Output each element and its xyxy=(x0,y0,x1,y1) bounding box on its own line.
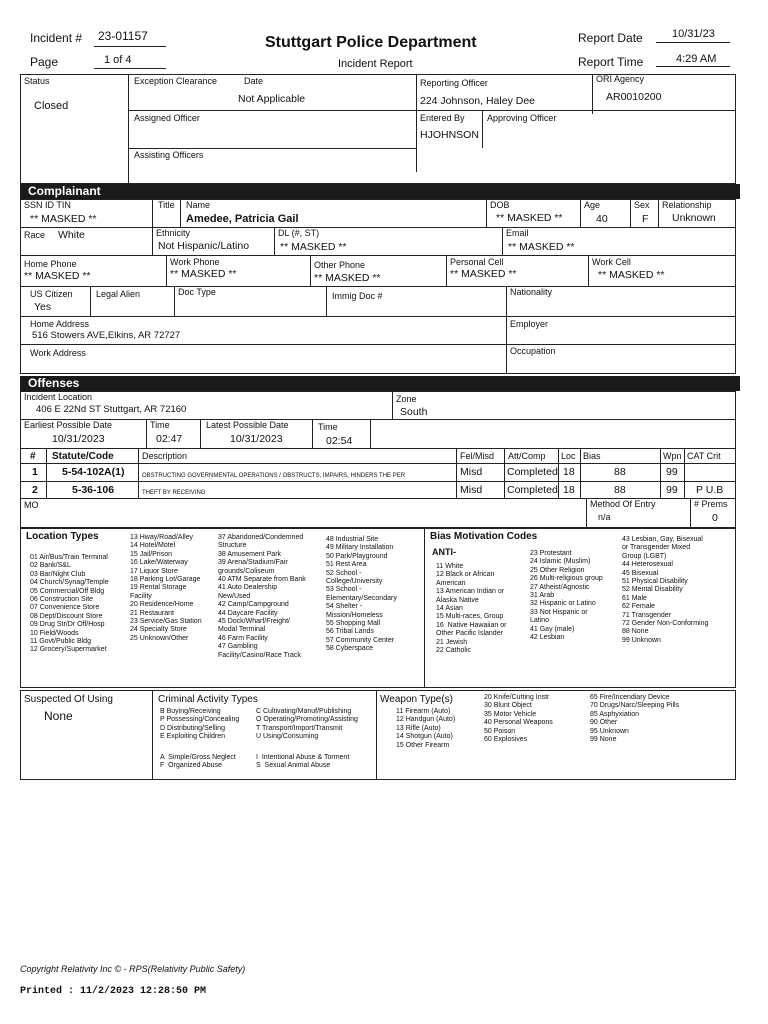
footer-copyright: Copyright Relativity Inc © - RPS(Relativity Public Safety) xyxy=(20,964,246,974)
bias-codes-label: Bias Motivation Codes xyxy=(430,531,538,542)
assigned-officer-label: Assigned Officer xyxy=(134,113,200,123)
reporting-officer-label: Reporting Officer xyxy=(420,78,488,88)
home-address-value: 516 Stowers AVE,Elkins, AR 72727 xyxy=(32,330,181,341)
other-phone-value: ** MASKED ** xyxy=(314,272,381,284)
offense-row-1-desc: OBSTRUCTING GOVERNMENTAL OPERATIONS / OBSTRUCTS, IMPAIRS, HINDERS THE PER xyxy=(142,473,406,479)
page-number: 1 of 4 xyxy=(104,54,132,66)
offense-row-1-loc: 18 xyxy=(563,466,575,478)
personal-cell-label: Personal Cell xyxy=(450,257,504,267)
other-phone-label: Other Phone xyxy=(314,260,366,270)
incident-number: 23-01157 xyxy=(98,29,148,43)
email-value: ** MASKED ** xyxy=(508,241,575,253)
method-entry-label: Method Of Entry xyxy=(590,499,656,509)
entered-by-label: Entered By xyxy=(420,113,465,123)
work-phone-value: ** MASKED ** xyxy=(170,268,237,280)
ethnicity-value: Not Hispanic/Latino xyxy=(158,240,250,252)
ori-agency-label: ORI Agency xyxy=(596,74,645,84)
offenses-section-band: Offenses xyxy=(20,376,740,391)
name-label: Name xyxy=(186,200,211,210)
reporting-officer: 224 Johnson, Haley Dee xyxy=(420,95,535,107)
dob-value: ** MASKED ** xyxy=(496,212,563,224)
offense-row-2-attcomp: Completed xyxy=(507,484,558,496)
latest-date: 10/31/2023 xyxy=(230,433,283,445)
report-time: 4:29 AM xyxy=(676,53,717,65)
title-label: Title xyxy=(158,200,175,210)
page-label: Page xyxy=(30,55,59,69)
dl-label: DL (#, ST) xyxy=(278,228,320,238)
premises-label: # Prems xyxy=(694,499,728,509)
work-cell-label: Work Cell xyxy=(592,257,631,267)
suspected-using-value: None xyxy=(44,709,73,723)
relationship-label: Relationship xyxy=(662,200,712,210)
latest-time-label: Time xyxy=(318,422,338,432)
incident-location: 406 E 22Nd ST Stuttgart, AR 72160 xyxy=(36,404,187,415)
offense-col-desc: Description xyxy=(142,451,188,461)
sex-label: Sex xyxy=(634,200,650,210)
email-label: Email xyxy=(506,228,529,238)
suspected-using-label: Suspected Of Using xyxy=(24,694,113,705)
offense-col-loc: Loc xyxy=(561,451,576,461)
doc-type-label: Doc Type xyxy=(178,287,216,297)
offense-row-1-bias: 88 xyxy=(614,466,626,478)
offense-row-2-bias: 88 xyxy=(614,484,626,496)
latest-date-label: Latest Possible Date xyxy=(206,420,289,430)
offense-row-2-cat: P U.B xyxy=(696,484,724,496)
latest-time: 02:54 xyxy=(326,435,353,447)
weapon-types-col-3: 65 Fire/Incendiary Device 70 Drugs/Narc/Sleeping Pills 85 Asphyxiation 90 Other 95 Unknown 99 None xyxy=(590,694,680,744)
bias-codes-col-1: 11 White 12 Black or African American 13 American Indian or Alaska Native 14 Asian 15 Multi-races, Group 16 Native Hawaiian or Other Pacific Islander 21 Jewish 22 Catholic xyxy=(436,563,507,655)
immig-doc-label: Immig Doc # xyxy=(332,291,383,301)
offense-row-2-num: 2 xyxy=(32,484,38,496)
home-phone-label: Home Phone xyxy=(24,259,77,269)
status-value: Closed xyxy=(34,100,69,112)
zone-label: Zone xyxy=(396,394,417,404)
personal-cell-value: ** MASKED ** xyxy=(450,268,517,280)
bias-codes-col-2: 23 Protestant 24 Islamic (Muslim) 25 Other Religion 26 Multi-religious group 27 Atheist/Agnostic 31 Arab 32 Hispanic or Latino 33 Not Hispanic or Latino 41 Gay (male) 42 Lesbian xyxy=(530,550,603,642)
exception-date-label: Date xyxy=(244,76,264,86)
report-date: 10/31/23 xyxy=(672,28,715,40)
relationship-value: Unknown xyxy=(672,212,716,224)
offense-col-num: # xyxy=(30,451,36,462)
incident-report-page xyxy=(20,18,740,1008)
offense-col-cat: CAT Crit xyxy=(687,451,721,461)
ssn-value: ** MASKED ** xyxy=(30,213,97,225)
approving-officer-label: Approving Officer xyxy=(487,113,557,123)
exception-clearance-value: Not Applicable xyxy=(238,93,306,105)
offense-col-bias: Bias xyxy=(583,451,601,461)
offense-row-1-attcomp: Completed xyxy=(507,466,558,478)
offense-row-2-wpn: 99 xyxy=(666,484,678,496)
criminal-activity-label: Criminal Activity Types xyxy=(158,694,258,705)
sex-value: F xyxy=(642,213,649,225)
nationality-label: Nationality xyxy=(510,287,553,297)
us-citizen-value: Yes xyxy=(34,301,52,313)
report-date-label: Report Date xyxy=(578,31,643,45)
report-time-label: Report Time xyxy=(578,55,644,69)
dob-label: DOB xyxy=(490,200,510,210)
offense-col-wpn: Wpn xyxy=(663,451,682,461)
employer-label: Employer xyxy=(510,319,549,329)
weapon-types-col-1: 11 Firearm (Auto) 12 Handgun (Auto) 13 Rifle (Auto) 14 Shotgun (Auto) 15 Other Firearm xyxy=(396,708,456,749)
race-label: Race xyxy=(24,230,46,240)
location-types-col-2: 13 Hway/Road/Alley 14 Hotel/Motel 15 Jail/Prison 16 Lake/Waterway 17 Liquor Store 18 Parking Lot/Garage 19 Rental Storage Facility 20 Residence/Home 21 Restaurant 23 Service/Gas Station 24 Specialty Store 25 Unknown/Other xyxy=(130,534,202,642)
location-types-col-3: 37 Abandoned/Condemned Structure 38 Amusement Park 39 Arena/Stadium/Fair grounds/Coliseum 40 ATM Separate from Bank 41 Auto Dealership New/Used 42 Camp/Campground 44 Daycare Facility 45 Dock/Wharf/Freight/ Modal Terminal 46 Farm Facility 47 Gambling Facility/Casino/Race Track xyxy=(218,534,306,659)
ssn-label: SSN ID TIN xyxy=(24,200,71,210)
offense-row-1-felmisd: Misd xyxy=(460,466,483,478)
earliest-date: 10/31/2023 xyxy=(52,433,105,445)
work-phone-label: Work Phone xyxy=(170,257,220,267)
earliest-time-label: Time xyxy=(150,420,170,430)
incident-number-label: Incident # xyxy=(30,31,83,45)
location-types-col-1: 01 Air/Bus/Train Terminal 02 Bank/S&L 03 Bar/Night Club 04 Church/Synag/Temple 05 Commercial/Off Bldg 06 Construction Site 07 Convenience Store 08 Dept/Discount Store 09 Drug Str/Dr Off/Hosp 10 Field/Woods 11 Govt/Public Bldg 12 Grocery/Supermarket xyxy=(30,554,109,654)
criminal-activity-col-4: I Intentional Abuse & Torment S Sexual Animal Abuse xyxy=(256,754,350,770)
us-citizen-label: US Citizen xyxy=(30,289,73,299)
weapon-types-label: Weapon Type(s) xyxy=(380,694,454,705)
criminal-activity-col-1: B Buying/Receiving P Possessing/Concealing D Distributing/Selling E Exploiting Children xyxy=(160,708,240,741)
offense-row-1-num: 1 xyxy=(32,466,38,478)
bias-codes-col-3: 43 Lesbian, Gay, Bisexual or Transgender Mixed Group (LGBT) 44 Heterosexual 45 Bisexual 51 Physical Disability 52 Mental Disability 61 Male 62 Female 71 Transgender 72 Gender Non-Conforming 88 None 99 Unknown xyxy=(622,536,709,644)
legal-alien-label: Legal Alien xyxy=(96,289,141,299)
criminal-activity-col-3: A Simple/Gross Neglect F Organized Abuse xyxy=(160,754,236,770)
race-value: White xyxy=(58,229,85,241)
ethnicity-label: Ethnicity xyxy=(156,228,191,238)
offense-row-1-wpn: 99 xyxy=(666,466,678,478)
entered-by: HJOHNSON xyxy=(420,129,479,141)
offense-row-2-code: 5-36-106 xyxy=(72,484,115,496)
offense-col-attcomp: Att/Comp xyxy=(508,451,546,461)
offense-row-2-loc: 18 xyxy=(563,484,575,496)
work-address-label: Work Address xyxy=(30,348,86,358)
home-phone-value: ** MASKED ** xyxy=(24,270,91,282)
ori-agency: AR0010200 xyxy=(606,91,662,103)
age-value: 40 xyxy=(596,213,608,225)
report-subtitle: Incident Report xyxy=(338,58,413,70)
offense-row-2-desc: THEFT BY RECEIVING xyxy=(142,490,206,496)
premises-value: 0 xyxy=(712,512,718,524)
assisting-officers-label: Assisting Officers xyxy=(134,150,204,160)
home-address-label: Home Address xyxy=(30,319,90,329)
offense-row-1-code: 5-54-102A(1) xyxy=(62,466,125,478)
method-entry-value: n/a xyxy=(598,512,611,522)
footer-printed: Printed : 11/2/2023 12:28:50 PM xyxy=(20,986,207,997)
incident-location-label: Incident Location xyxy=(24,392,93,402)
status-label: Status xyxy=(24,76,50,86)
occupation-label: Occupation xyxy=(510,346,556,356)
bias-anti-label: ANTI- xyxy=(432,547,456,557)
earliest-date-label: Earliest Possible Date xyxy=(24,420,113,430)
age-label: Age xyxy=(584,200,601,210)
complainant-section-band: Complainant xyxy=(20,184,740,199)
department-title: Stuttgart Police Department xyxy=(265,34,477,51)
location-types-label: Location Types xyxy=(26,531,99,542)
criminal-activity-col-2: C Cultivating/Manuf/Publishing O Operating/Promoting/Assisting T Transport/Import/Transmit U Using/Consuming xyxy=(256,708,358,741)
mo-label: MO xyxy=(24,500,39,510)
offense-row-2-felmisd: Misd xyxy=(460,484,483,496)
offense-col-code: Statute/Code xyxy=(52,451,114,462)
exception-clearance-label: Exception Clearance xyxy=(134,76,218,86)
complainant-name: Amedee, Patricia Gail xyxy=(186,213,299,225)
weapon-types-col-2: 20 Knife/Cutting Instr 30 Blunt Object 35 Motor Vehicle 40 Personal Weapons 50 Poison 60 Explosives xyxy=(484,694,553,744)
work-cell-value: ** MASKED ** xyxy=(598,269,665,281)
zone-value: South xyxy=(400,406,428,418)
offense-col-felmisd: Fel/Misd xyxy=(460,451,495,461)
location-types-col-4: 48 Industrial Site 49 Military Installation 50 Park/Playground 51 Rest Area 52 School - College/University 53 School - Elementary/Secondary 54 Shelter - Mission/Homeless 55 Shopping Mall 56 Tribal Lands 57 Community Center 58 Cyberspace xyxy=(326,536,397,653)
earliest-time: 02:47 xyxy=(156,433,183,445)
dl-value: ** MASKED ** xyxy=(280,241,347,253)
